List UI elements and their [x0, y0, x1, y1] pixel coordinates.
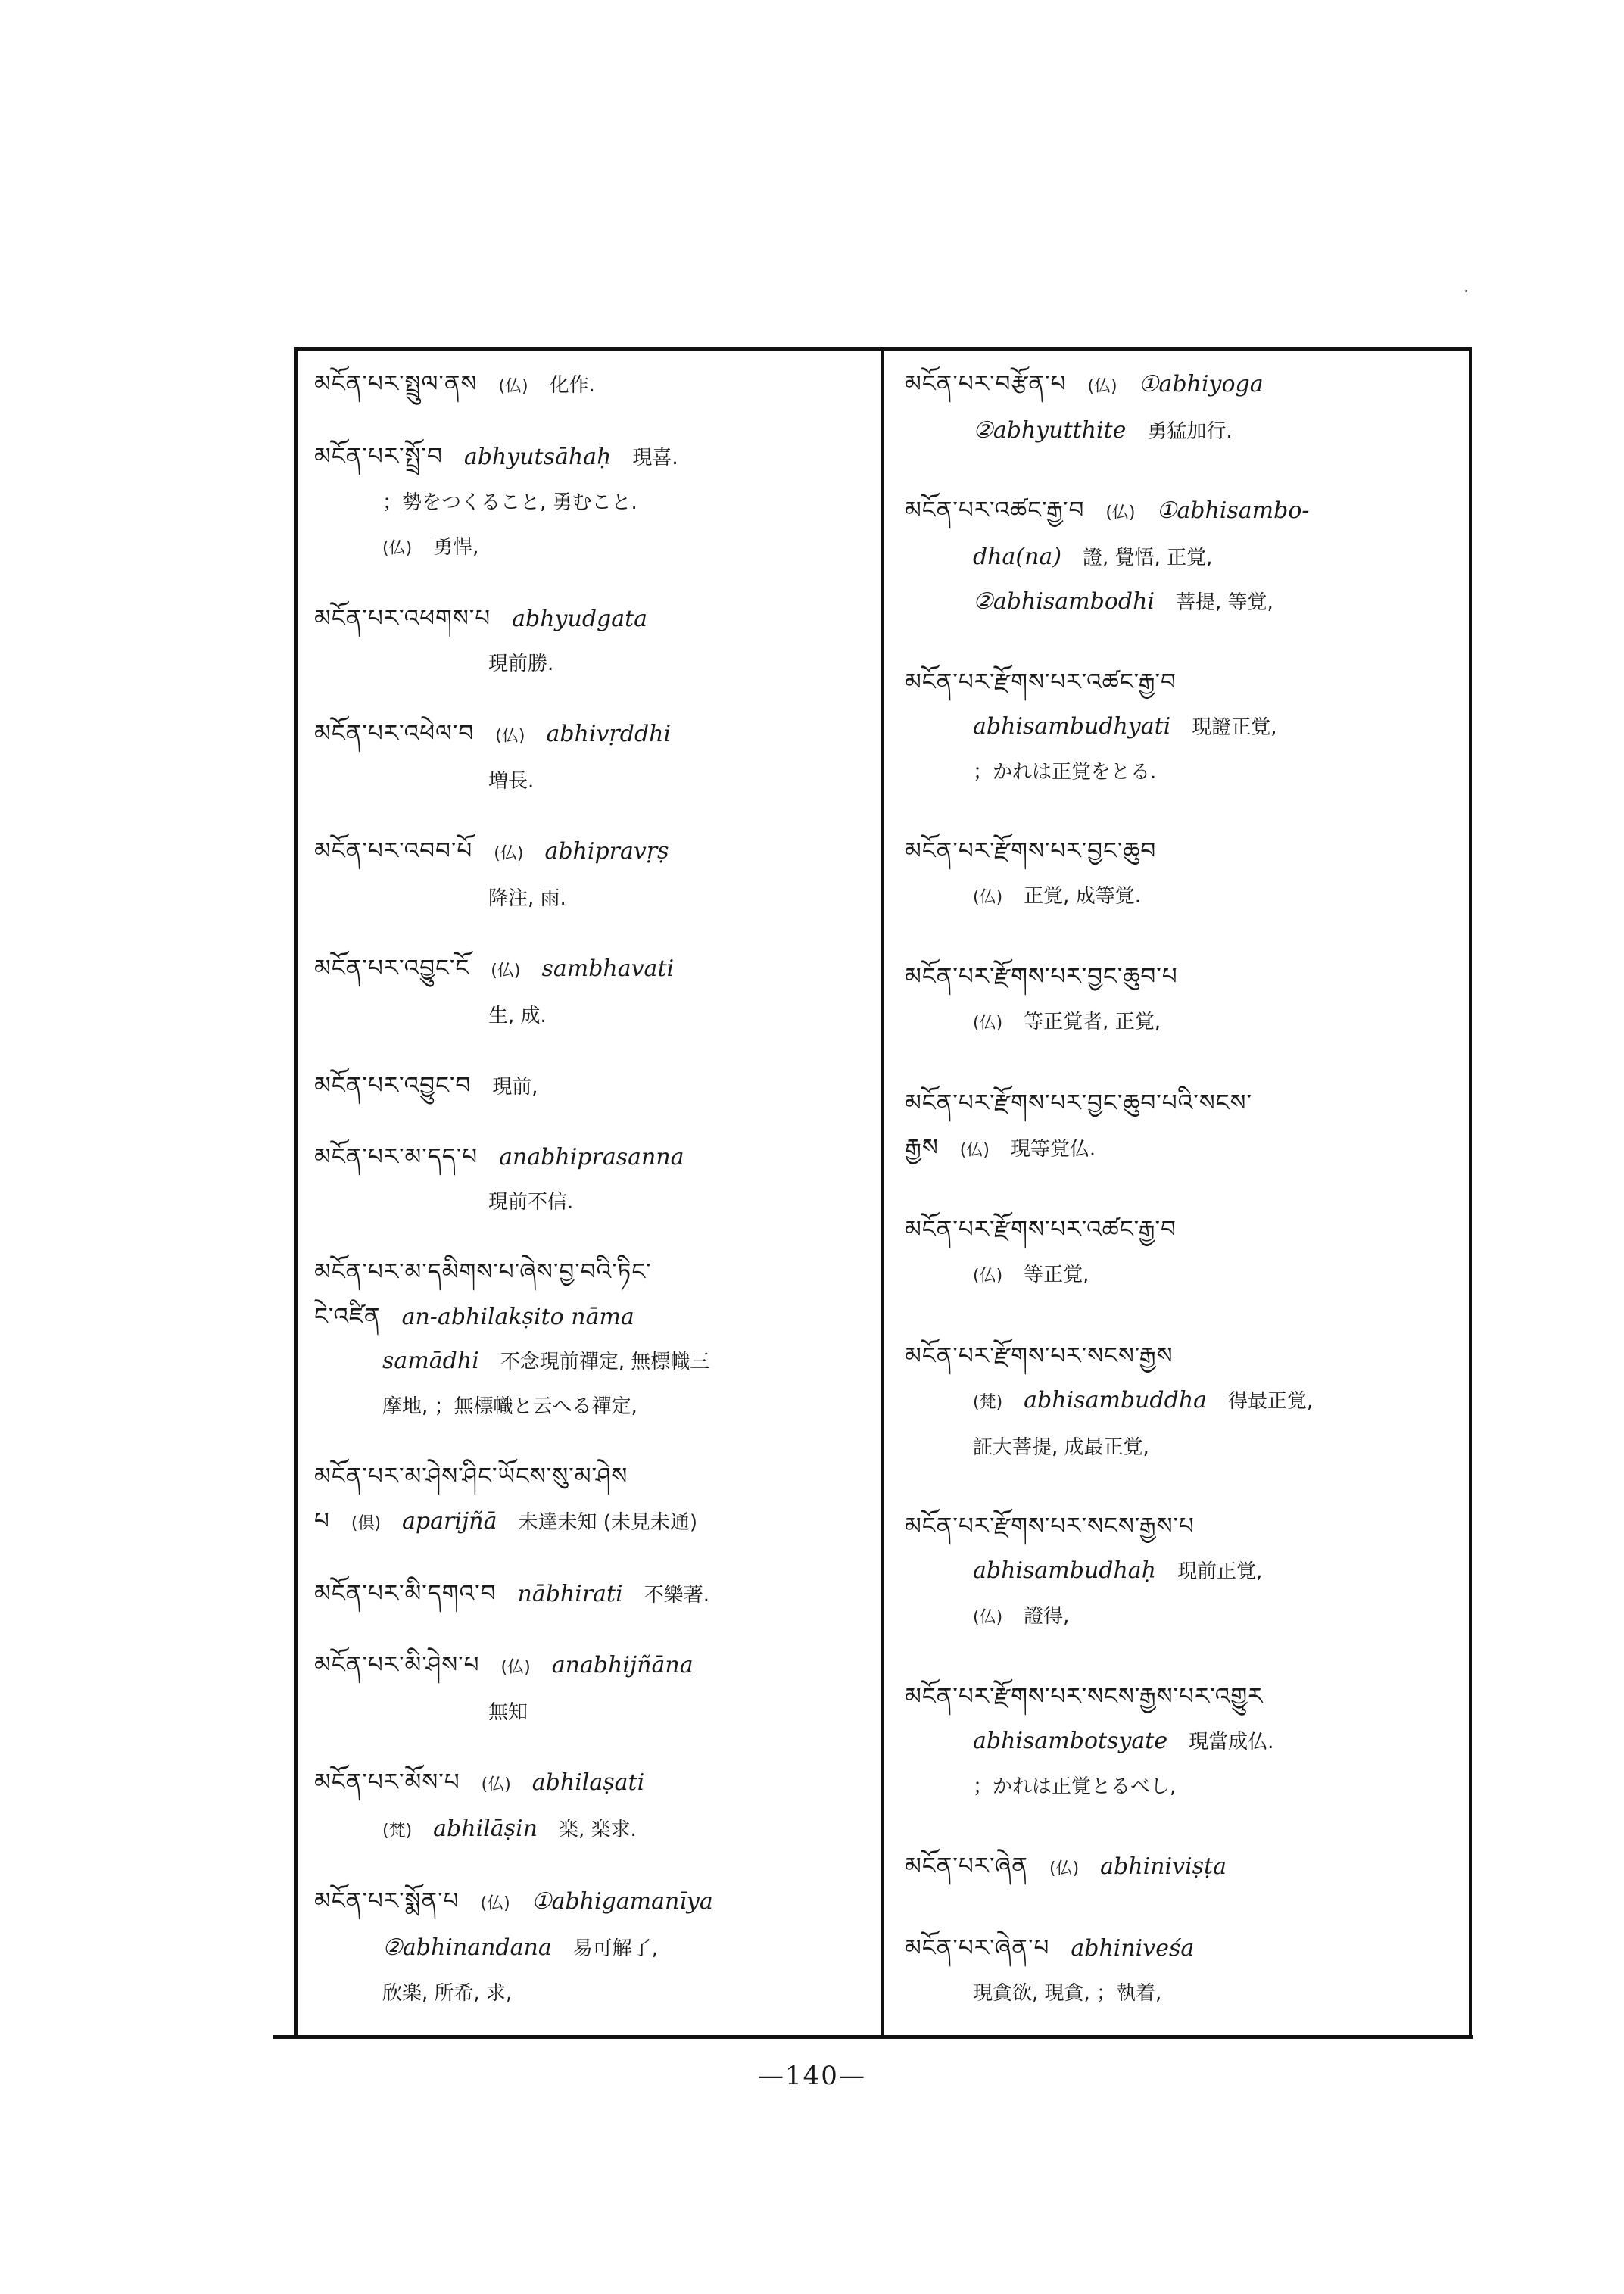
entry-line	[314, 712, 878, 759]
sanskrit-equivalent: abhiniveśa	[1071, 1934, 1195, 1962]
tibetan-headword: མངོན་པར་རྫོགས་པར་སངས་རྒྱས་པ	[905, 1512, 1195, 1540]
sanskrit-equivalent: an-abhilakṣito nāma	[401, 1304, 634, 1330]
japanese-gloss: 現貪欲, 現貪, ；執着,	[973, 1981, 1162, 2005]
dictionary-entry	[314, 1454, 878, 1546]
source-tag: (仏)	[382, 539, 413, 558]
dictionary-entry	[905, 1334, 1465, 1470]
dictionary-entry	[314, 1135, 878, 1224]
japanese-gloss: 化作.	[549, 374, 595, 397]
entry-line	[314, 480, 878, 525]
tibetan-headword: མངོན་པར་མོས་པ	[314, 1769, 460, 1796]
japanese-gloss: 等正覚,	[1024, 1264, 1089, 1287]
scan-speck	[1465, 290, 1467, 292]
entry-line	[314, 525, 878, 571]
tibetan-headword: མངོན་པར་མ་དད་པ	[314, 1143, 478, 1170]
dictionary-entry	[905, 955, 1465, 1046]
dictionary-entry	[905, 1675, 1465, 1809]
tibetan-headword: མངོན་པར་འཚང་རྒྱ་བ	[905, 497, 1085, 525]
tibetan-headword: ངེ་འཛིན	[314, 1303, 381, 1330]
left-column	[314, 362, 878, 2020]
japanese-gloss: 菩提, 等覚,	[1176, 591, 1273, 615]
japanese-gloss: 正覚, 成等覚.	[1024, 885, 1141, 909]
tibetan-headword: མངོན་པར་མི་ཤེས་པ	[314, 1651, 480, 1678]
tibetan-headword: མངོན་པར་འབབ་པོ	[314, 837, 473, 865]
entry-line	[905, 1926, 1465, 1971]
japanese-gloss: 得最正覚,	[1228, 1389, 1314, 1413]
source-tag: (仏)	[480, 1894, 510, 1913]
entry-line	[905, 660, 1465, 705]
japanese-gloss: ；勢をつくること, 勇むこと.	[382, 491, 637, 514]
entry-line	[314, 1926, 878, 1971]
japanese-gloss: 不念現前禪定, 無標幟三	[500, 1351, 710, 1373]
japanese-gloss: 證, 覺悟, 正覚,	[1083, 547, 1213, 570]
entry-line	[905, 1081, 1465, 1126]
entry-line	[314, 1807, 878, 1853]
entry-line	[905, 1971, 1465, 2015]
entry-line	[314, 1690, 878, 1735]
entry-line	[905, 1549, 1465, 1594]
sanskrit-equivalent: ②abhyutthite	[973, 417, 1127, 444]
japanese-gloss: 現前不信.	[488, 1191, 574, 1214]
tibetan-headword: མངོན་པར་རྫོགས་པར་བྱང་ཆུབ་པའི་སངས་	[905, 1089, 1252, 1117]
sanskrit-equivalent: abhilaṣati	[531, 1769, 645, 1796]
japanese-gloss: ；かれは正覚をとる.	[973, 760, 1157, 784]
tibetan-headword: མངོན་པར་འཕགས་པ	[314, 605, 491, 632]
dictionary-entry	[905, 362, 1465, 454]
japanese-gloss: 楽, 楽求.	[558, 1819, 637, 1841]
japanese-gloss: 現當成仏.	[1189, 1731, 1274, 1754]
sanskrit-equivalent: sambhavati	[541, 955, 675, 982]
entry-line	[314, 1295, 878, 1339]
japanese-gloss: 現前正覚,	[1177, 1560, 1263, 1583]
dictionary-entry	[314, 1572, 878, 1617]
entry-line	[314, 1643, 878, 1690]
tibetan-headword: མངོན་པར་ཞེན	[905, 1852, 1028, 1880]
japanese-gloss: 現喜.	[632, 447, 678, 469]
right-column	[905, 362, 1465, 2020]
sanskrit-equivalent: abhisambotsyate	[973, 1728, 1168, 1755]
entry-line	[314, 435, 878, 480]
tibetan-headword: མངོན་པར་མ་ཤེས་ཤིང་ཡོངས་སུ་མ་ཤེས	[314, 1463, 628, 1490]
entry-line	[905, 705, 1465, 750]
japanese-gloss: 未達未知 (未見未通)	[518, 1511, 698, 1534]
sanskrit-equivalent: ②abhisambodhi	[973, 588, 1155, 616]
entry-line	[314, 946, 878, 993]
sanskrit-equivalent: ②abhinandana	[382, 1934, 552, 1961]
entry-line	[905, 1126, 1465, 1173]
source-tag: (仏)	[495, 727, 525, 746]
sanskrit-equivalent: samādhi	[382, 1348, 479, 1374]
entry-line	[314, 1339, 878, 1384]
dictionary-entry	[905, 1208, 1465, 1298]
tibetan-headword: མངོན་པར་རྫོགས་པར་སངས་རྒྱས	[905, 1342, 1174, 1370]
source-tag: (仏)	[973, 1607, 1003, 1627]
dictionary-entry	[314, 435, 878, 571]
entry-line	[905, 1425, 1465, 1470]
source-tag: (仏)	[491, 962, 521, 980]
entry-line	[314, 1454, 878, 1499]
sanskrit-equivalent: ①abhiyoga	[1138, 371, 1264, 397]
sanskrit-equivalent: abhisambuddha	[1024, 1386, 1208, 1413]
entry-line	[314, 1971, 878, 2015]
entry-line	[314, 1499, 878, 1546]
dictionary-entry	[905, 660, 1465, 794]
dictionary-entry	[314, 1643, 878, 1735]
entry-line	[314, 1760, 878, 1807]
sanskrit-equivalent: abhyutsāhaḥ	[463, 444, 612, 470]
tibetan-headword: མངོན་པར་རྫོགས་པར་བྱང་ཆུབ་པ	[905, 963, 1178, 991]
dictionary-entry	[905, 1844, 1465, 1891]
entry-line	[905, 1764, 1465, 1809]
sanskrit-equivalent: ①abhisambo-	[1156, 497, 1310, 525]
entry-line	[905, 1844, 1465, 1891]
tibetan-headword: མངོན་པར་སྤྲུལ་ནས	[314, 370, 478, 397]
entry-line	[314, 1572, 878, 1617]
tibetan-headword: མངོན་པར་སྤྲོ་བ	[314, 443, 443, 470]
entry-line	[314, 759, 878, 803]
tibetan-headword: མངོན་པར་མ་དམིགས་པ་ཞེས་བྱ་བའི་ཏིང་	[314, 1258, 652, 1286]
source-tag: (仏)	[498, 377, 528, 396]
entry-line	[905, 535, 1465, 580]
tibetan-headword: མངོན་པར་མི་དགའ་བ	[314, 1580, 497, 1607]
source-tag: (仏)	[481, 1775, 511, 1794]
entry-line	[905, 362, 1465, 409]
sanskrit-equivalent: abhisambudhaḥ	[973, 1557, 1156, 1584]
tibetan-headword: མངོན་པར་འབྱུང་བ	[314, 1072, 472, 1099]
source-tag: (梵)	[382, 1822, 413, 1840]
sanskrit-equivalent: dha(na)	[973, 544, 1062, 571]
tibetan-headword: མངོན་པར་རྫོགས་པར་སངས་རྒྱས་པར་འགྱུར	[905, 1683, 1264, 1711]
sanskrit-equivalent: anabhijñāna	[551, 1652, 694, 1678]
dictionary-entry	[905, 488, 1465, 625]
dictionary-entry	[314, 946, 878, 1038]
dictionary-entry	[314, 1760, 878, 1853]
japanese-gloss: 現前勝.	[488, 653, 554, 675]
tibetan-headword: མངོན་པར་འབྱུང་ངོ	[314, 955, 470, 982]
sanskrit-equivalent: anabhiprasanna	[499, 1144, 684, 1170]
entry-line	[314, 1180, 878, 1224]
entry-line	[314, 829, 878, 876]
entry-line	[905, 1208, 1465, 1252]
sanskrit-equivalent: nābhirati	[517, 1581, 623, 1607]
entry-line	[314, 993, 878, 1038]
sanskrit-equivalent: abhiniviṣṭa	[1100, 1853, 1227, 1880]
source-tag: (倶)	[351, 1514, 382, 1533]
sanskrit-equivalent: abhipravṛṣ	[544, 838, 669, 865]
dictionary-entry	[314, 1879, 878, 2015]
entry-line	[905, 750, 1465, 794]
entry-line	[314, 1384, 878, 1429]
source-tag: (仏)	[973, 888, 1003, 908]
entry-line	[905, 999, 1465, 1046]
column-divider	[881, 348, 884, 2037]
entry-line	[905, 1379, 1465, 1425]
tibetan-headword: མངོན་པར་རྫོགས་པར་འཚང་རྒྱ་བ	[905, 668, 1177, 696]
entry-line	[314, 597, 878, 641]
entry-line	[314, 1879, 878, 1926]
entry-line	[905, 955, 1465, 999]
japanese-gloss: 勇猛加行.	[1147, 420, 1233, 443]
japanese-gloss: 証大菩提, 成最正覚,	[973, 1435, 1149, 1459]
japanese-gloss: 降注, 雨.	[488, 887, 566, 910]
japanese-gloss: 摩地, ；無標幟と云へる禪定,	[382, 1395, 637, 1418]
source-tag: (仏)	[494, 844, 524, 863]
source-tag: (仏)	[1049, 1859, 1080, 1878]
dictionary-entry	[314, 1250, 878, 1429]
dictionary-entry	[905, 1504, 1465, 1640]
japanese-gloss: 勇悍,	[433, 536, 479, 559]
dictionary-entry	[905, 1081, 1465, 1173]
dictionary-entry	[905, 829, 1465, 920]
entry-line	[905, 1675, 1465, 1719]
japanese-gloss: 生, 成.	[488, 1005, 547, 1027]
source-tag: (仏)	[973, 1014, 1003, 1033]
entry-line	[314, 1064, 878, 1109]
entry-line	[905, 1252, 1465, 1298]
dictionary-entry	[314, 1064, 878, 1109]
sanskrit-equivalent: abhivṛddhi	[546, 721, 672, 747]
sanskrit-equivalent: aparijñā	[402, 1508, 497, 1535]
tibetan-headword: མངོན་པར་རྫོགས་པར་བྱང་ཆུབ	[905, 837, 1157, 865]
sanskrit-equivalent: abhilāṣin	[433, 1816, 538, 1842]
entry-line	[905, 829, 1465, 874]
dictionary-entry	[314, 597, 878, 686]
tibetan-headword: མངོན་པར་སྨོན་པ	[314, 1887, 460, 1915]
entry-line	[905, 409, 1465, 454]
entry-line	[314, 362, 878, 409]
source-tag: (梵)	[973, 1392, 1003, 1412]
entry-line	[314, 1135, 878, 1180]
entry-line	[905, 1594, 1465, 1640]
sanskrit-equivalent: abhyudgata	[512, 606, 648, 632]
sanskrit-equivalent: ①abhigamanīya	[531, 1888, 713, 1915]
source-tag: (仏)	[973, 1267, 1003, 1286]
japanese-gloss: 不樂著.	[644, 1584, 709, 1607]
tibetan-headword: མངོན་པར་འཕེལ་བ	[314, 720, 475, 747]
sanskrit-equivalent: abhisambudhyati	[973, 712, 1171, 740]
japanese-gloss: 等正覚者, 正覚,	[1024, 1011, 1161, 1034]
japanese-gloss: 現前,	[492, 1076, 538, 1099]
japanese-gloss: ；かれは正覚とるべし,	[973, 1775, 1177, 1799]
entry-line	[905, 1334, 1465, 1379]
entry-line	[905, 1719, 1465, 1764]
entry-line	[905, 1504, 1465, 1549]
entry-line	[905, 580, 1465, 625]
frame-bottom-rule	[273, 2035, 1473, 2039]
japanese-gloss: 易可解了,	[572, 1937, 658, 1960]
tibetan-headword: རྒྱས	[905, 1133, 939, 1161]
japanese-gloss: 増長.	[488, 770, 535, 793]
japanese-gloss: 欣楽, 所希, 求,	[382, 1982, 513, 2005]
tibetan-headword: མངོན་པར་རྫོགས་པར་འཚང་རྒྱ་བ	[905, 1216, 1177, 1244]
tibetan-headword: མངོན་པར་བརྩོན་པ	[905, 370, 1067, 397]
japanese-gloss: 證得,	[1024, 1604, 1070, 1628]
entry-line	[905, 874, 1465, 920]
source-tag: (仏)	[959, 1140, 990, 1160]
japanese-gloss: 無知	[488, 1701, 528, 1724]
japanese-gloss: 現證正覚,	[1192, 715, 1277, 739]
dictionary-entry	[314, 712, 878, 803]
entry-line	[314, 1250, 878, 1295]
japanese-gloss: 現等覚仏.	[1010, 1137, 1096, 1161]
source-tag: (仏)	[1087, 377, 1117, 396]
source-tag: (仏)	[500, 1658, 531, 1677]
dictionary-entry	[314, 362, 878, 409]
tibetan-headword: མངོན་པར་ཞེན་པ	[905, 1934, 1050, 1962]
source-tag: (仏)	[1105, 503, 1136, 523]
dictionary-entry	[905, 1926, 1465, 2015]
page-number: —140—	[758, 2061, 866, 2091]
entry-line	[905, 488, 1465, 535]
entry-line	[314, 876, 878, 921]
dictionary-entry	[314, 829, 878, 921]
tibetan-headword: པ	[314, 1507, 330, 1535]
entry-line	[314, 641, 878, 686]
